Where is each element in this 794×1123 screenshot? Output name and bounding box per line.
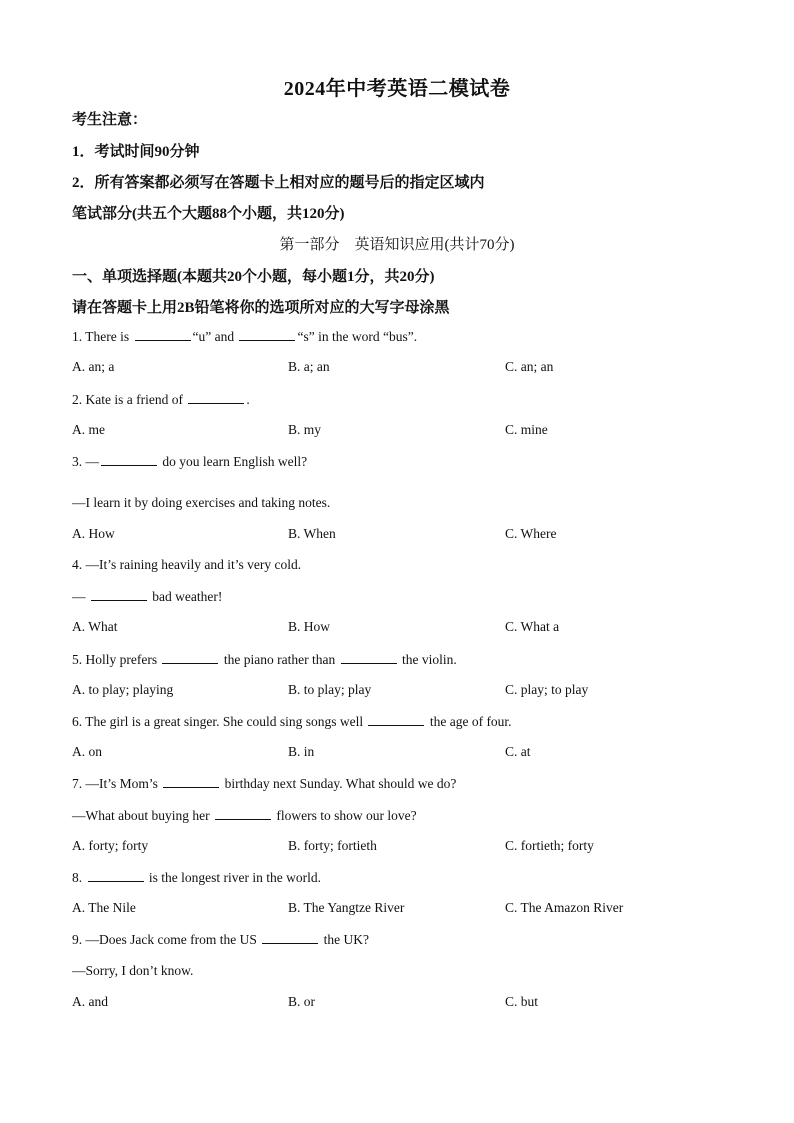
- option-b: B. to play; play: [288, 682, 372, 697]
- question-4: 4. —It’s raining heavily and it’s very cold.: [72, 557, 302, 572]
- section-heading: 一、单项选择题(本题共20个小题，每小题1分，共20分): [72, 269, 435, 285]
- option-c: C. play; to play: [505, 682, 589, 697]
- question-5: 5. Holly prefers the piano rather than the violin.: [72, 652, 457, 667]
- answer-blank: [341, 651, 397, 664]
- answer-blank: [88, 869, 144, 882]
- answer-blank: [368, 713, 424, 726]
- section-instruction: 请在答题卡上用2B铅笔将你的选项所对应的大写字母涂黑: [72, 300, 450, 316]
- option-c: C. The Amazon River: [505, 900, 624, 915]
- question-9: 9. —Does Jack come from the US the UK?: [72, 932, 369, 947]
- question-1: 1. There is “u” and “s” in the word “bus”.: [72, 329, 418, 344]
- option-a: A. me: [72, 422, 105, 437]
- option-a: A. forty; forty: [72, 838, 149, 853]
- option-a: A. an; a: [72, 359, 115, 374]
- question-6: 6. The girl is a great singer. She could sing songs well the age of four.: [72, 714, 512, 729]
- question-3-reply: —I learn it by doing exercises and taking notes.: [72, 495, 331, 510]
- answer-blank: [91, 588, 147, 601]
- question-9-reply: —Sorry, I don’t know.: [72, 963, 194, 978]
- answer-blank: [162, 651, 218, 664]
- option-a: A. on: [72, 744, 102, 759]
- answer-blank: [101, 453, 157, 466]
- notice-item-1: 1．考试时间90分钟: [72, 144, 200, 160]
- answer-blank: [188, 391, 244, 404]
- option-b: B. my: [288, 422, 322, 437]
- option-c: C. Where: [505, 526, 557, 541]
- option-a: A. and: [72, 994, 108, 1009]
- option-c: C. What a: [505, 619, 560, 634]
- answer-blank: [215, 807, 271, 820]
- option-c: C. mine: [505, 422, 548, 437]
- option-a: A. to play; playing: [72, 682, 174, 697]
- question-8: 8. is the longest river in the world.: [72, 870, 321, 885]
- option-b: B. forty; fortieth: [288, 838, 377, 853]
- answer-blank: [135, 328, 191, 341]
- question-7: 7. —It’s Mom’s birthday next Sunday. What should we do?: [72, 776, 457, 791]
- option-b: B. How: [288, 619, 331, 634]
- notice-heading: 考生注意：: [72, 112, 148, 128]
- answer-blank: [163, 775, 219, 788]
- written-part-info: 笔试部分(共五个大题88个小题，共120分): [72, 206, 345, 222]
- question-2: 2. Kate is a friend of .: [72, 392, 250, 407]
- option-b: B. The Yangtze River: [288, 900, 405, 915]
- page-title: 2024年中考英语二模试卷: [283, 78, 511, 100]
- answer-blank: [239, 328, 295, 341]
- option-c: C. an; an: [505, 359, 554, 374]
- option-b: B. in: [288, 744, 315, 759]
- option-b: B. a; an: [288, 359, 330, 374]
- option-a: A. The Nile: [72, 900, 136, 915]
- option-b: B. or: [288, 994, 315, 1009]
- notice-item-2: 2．所有答案都必须写在答题卡上相对应的题号后的指定区域内: [72, 175, 485, 191]
- answer-blank: [262, 931, 318, 944]
- question-3: 3. — do you learn English well?: [72, 454, 308, 469]
- option-a: A. How: [72, 526, 115, 541]
- question-4-reply: — bad weather!: [72, 589, 223, 604]
- option-b: B. When: [288, 526, 336, 541]
- question-7-reply: —What about buying her flowers to show our love?: [72, 808, 417, 823]
- option-c: C. but: [505, 994, 539, 1009]
- option-a: A. What: [72, 619, 118, 634]
- option-c: C. fortieth; forty: [505, 838, 594, 853]
- option-c: C. at: [505, 744, 531, 759]
- part-title: 第一部分 英语知识应用(共计70分): [279, 237, 515, 253]
